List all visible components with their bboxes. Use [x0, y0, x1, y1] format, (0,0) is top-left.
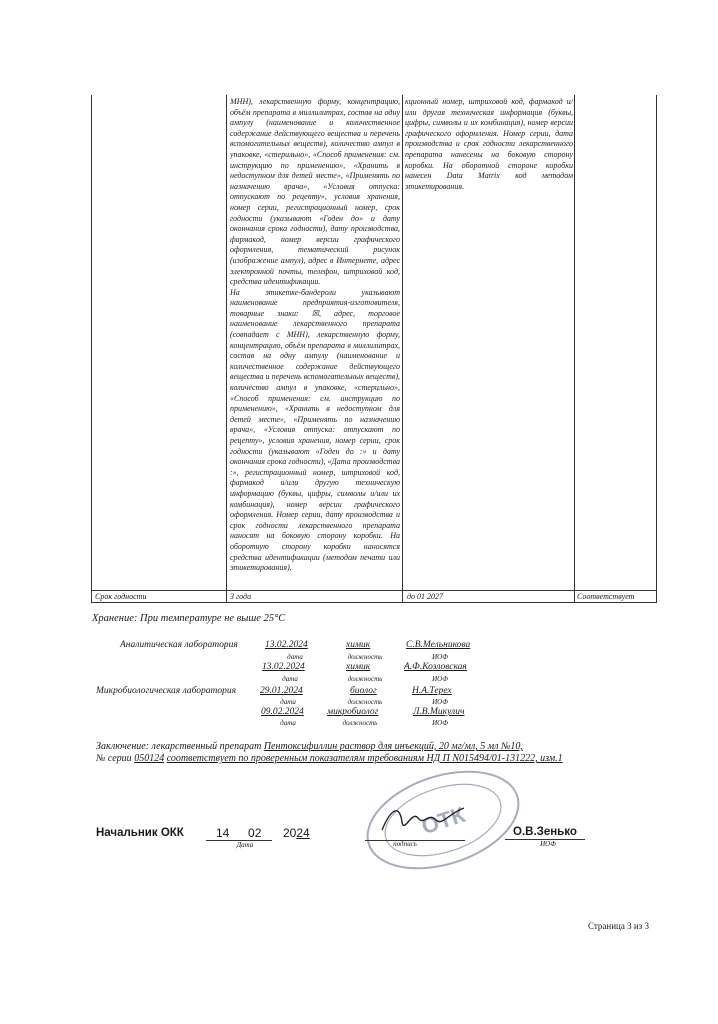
series-label: № серии — [96, 753, 132, 764]
caption-date: дата — [280, 719, 296, 727]
head-day: 14 — [216, 826, 230, 840]
conclusion-suffix: соответствует по проверенным показателям требованиям НД П N015494/01-131222, изм.1 — [166, 753, 563, 764]
table-divider-2 — [402, 95, 403, 603]
caption-role: должность — [347, 675, 383, 683]
analytical-role-2: химик — [346, 662, 371, 672]
analytical-role-1: химик — [346, 640, 371, 650]
head-date-day — [216, 826, 261, 840]
result-cell-text: кционный номер, штриховой код, фармакод и/или другая техническая информация (буквы, цифры, символы и их комбинация), номер версии графического оформления. Номер серии, дата производства и срок годности лекарственного препарата нанесены на боковую сторону коробки. На оборотной стороне коробки нанесен Data Matrix код методом этикетирования. — [405, 97, 573, 191]
shelf-life-requirement: 3 года — [230, 592, 252, 601]
head-date-caption: Дата — [236, 841, 254, 849]
conclusion-line-1 — [96, 741, 523, 752]
shelf-life-result: до 01 2027 — [407, 592, 444, 601]
caption-name: ИОФ — [432, 698, 448, 706]
caption-date: дата — [282, 675, 298, 683]
head-month: 02 — [248, 826, 262, 840]
micro-date-2: 09.02.2024 — [261, 707, 304, 717]
shelf-life-conclusion: Соответствует — [577, 592, 635, 601]
table-divider-1 — [226, 95, 227, 603]
shelf-life-label: Срок годности — [95, 592, 147, 601]
micro-date-1: 29.01.2024 — [260, 686, 303, 696]
page-number: Страница 3 из 3 — [588, 921, 649, 931]
micro-role-2: микробиолог — [327, 707, 379, 717]
micro-role-1: биолог — [350, 686, 377, 696]
head-year-prefix: 20 — [283, 826, 297, 840]
table-row-separator — [91, 590, 656, 591]
caption-date: дата — [280, 698, 296, 706]
head-name: О.В.Зенько — [513, 826, 577, 838]
requirements-cell-text: МНН), лекарственную форму, концентрацию, объём препарата в миллилитрах, состав на одну ампулу (наименование и количественное содержание действующего вещества и перечень вспомогательных веществ), количество ампул в упаковке, «стерильно», «Способ применения: см. инструкцию по применению», «Хранить в недоступном для детей месте», «Применять по назначению врача», «Условия отпуска: отпускают по рецепту», условия хранения, номер серии, регистрационный номер, срок годности (указывают «Годен до» и дату окончания срока годности), дату производства, фармакод, номер версии графического оформления, тематический рисунок (изображение ампул), адрес в Интернете, адрес электронной почты, телефон, штриховой код, средства идентификации. На этикетке-бандероли указывают наименование предприятия-изготовителя, товарные знаки: ☒, адрес, торговое наименование лекарственного препарата (совпадает с МНН), лекарственную форму, концентрацию, объём препарата в миллилитрах, состав на одну ампулу (наименование и количественное содержание действующего вещества и перечень вспомогательных веществ), количество ампул в упаковке, «стерильно», «Способ применения: см. инструкцию по применению», «Хранить в недоступном для детей месте», «Применять по назначению врача», «Условия отпуска: отпускают по рецепту», условия хранения, номер серии, срок годности (указывают «Годен до :» и дату окончания срока годности), «Дата производства :», регистрационный номер, штриховой код, фармакод и/или другую техническую информацию (буквы, цифры, символы и/или их комбинация), номер версии графического оформления. Номер серии, дату производства и срок годности лекарственного препарата наносят на боковую сторону коробки. На оборотную сторону коробки наносятся средства идентификации (методом печати или этикетирования). — [230, 97, 400, 573]
series-number: 050124 — [134, 753, 165, 764]
caption-name: ИОФ — [432, 675, 448, 683]
caption-role: должность — [347, 653, 383, 661]
storage-note: Хранение: При температуре не выше 25°C — [92, 613, 286, 624]
analytical-date-2: 13.02.2024 — [262, 662, 305, 672]
analytical-date-1: 13.02.2024 — [265, 640, 308, 650]
micro-name-2: Л.В.Микулич — [413, 707, 465, 717]
caption-role: должность — [342, 719, 378, 727]
head-year — [283, 826, 310, 840]
micro-lab-label: Микробиологическая лаборатория — [96, 686, 237, 696]
head-signature — [378, 800, 468, 840]
table-border-left — [91, 95, 92, 603]
stamp-mark: ОТК — [418, 801, 468, 840]
analytical-name-2: А.Ф.Козловская — [404, 662, 467, 672]
caption-role: должность — [347, 698, 383, 706]
caption-name: ИОФ — [432, 653, 448, 661]
caption-name: ИОФ — [432, 719, 448, 727]
table-bottom-border — [91, 602, 656, 603]
head-name-caption: ИОФ — [540, 840, 556, 848]
analytical-name-1: С.В.Мельникова — [406, 640, 471, 650]
head-label: Начальник ОКК — [96, 827, 184, 839]
table-border-right — [656, 95, 657, 603]
conclusion-line-2 — [96, 753, 563, 764]
conclusion-prefix: Заключение: лекарственный препарат — [96, 741, 262, 752]
micro-name-1: Н.А.Терех — [412, 686, 452, 696]
caption-date: дата — [287, 653, 303, 661]
signature-caption: подпись — [393, 840, 417, 848]
analytical-lab-label: Аналитическая лаборатория — [120, 640, 238, 650]
head-year-suffix: 24 — [296, 826, 310, 840]
conclusion-product: Пентоксифиллин раствор для инъекций, 20 мг/мл, 5 мл №10, — [263, 741, 523, 752]
table-divider-3 — [574, 95, 575, 603]
